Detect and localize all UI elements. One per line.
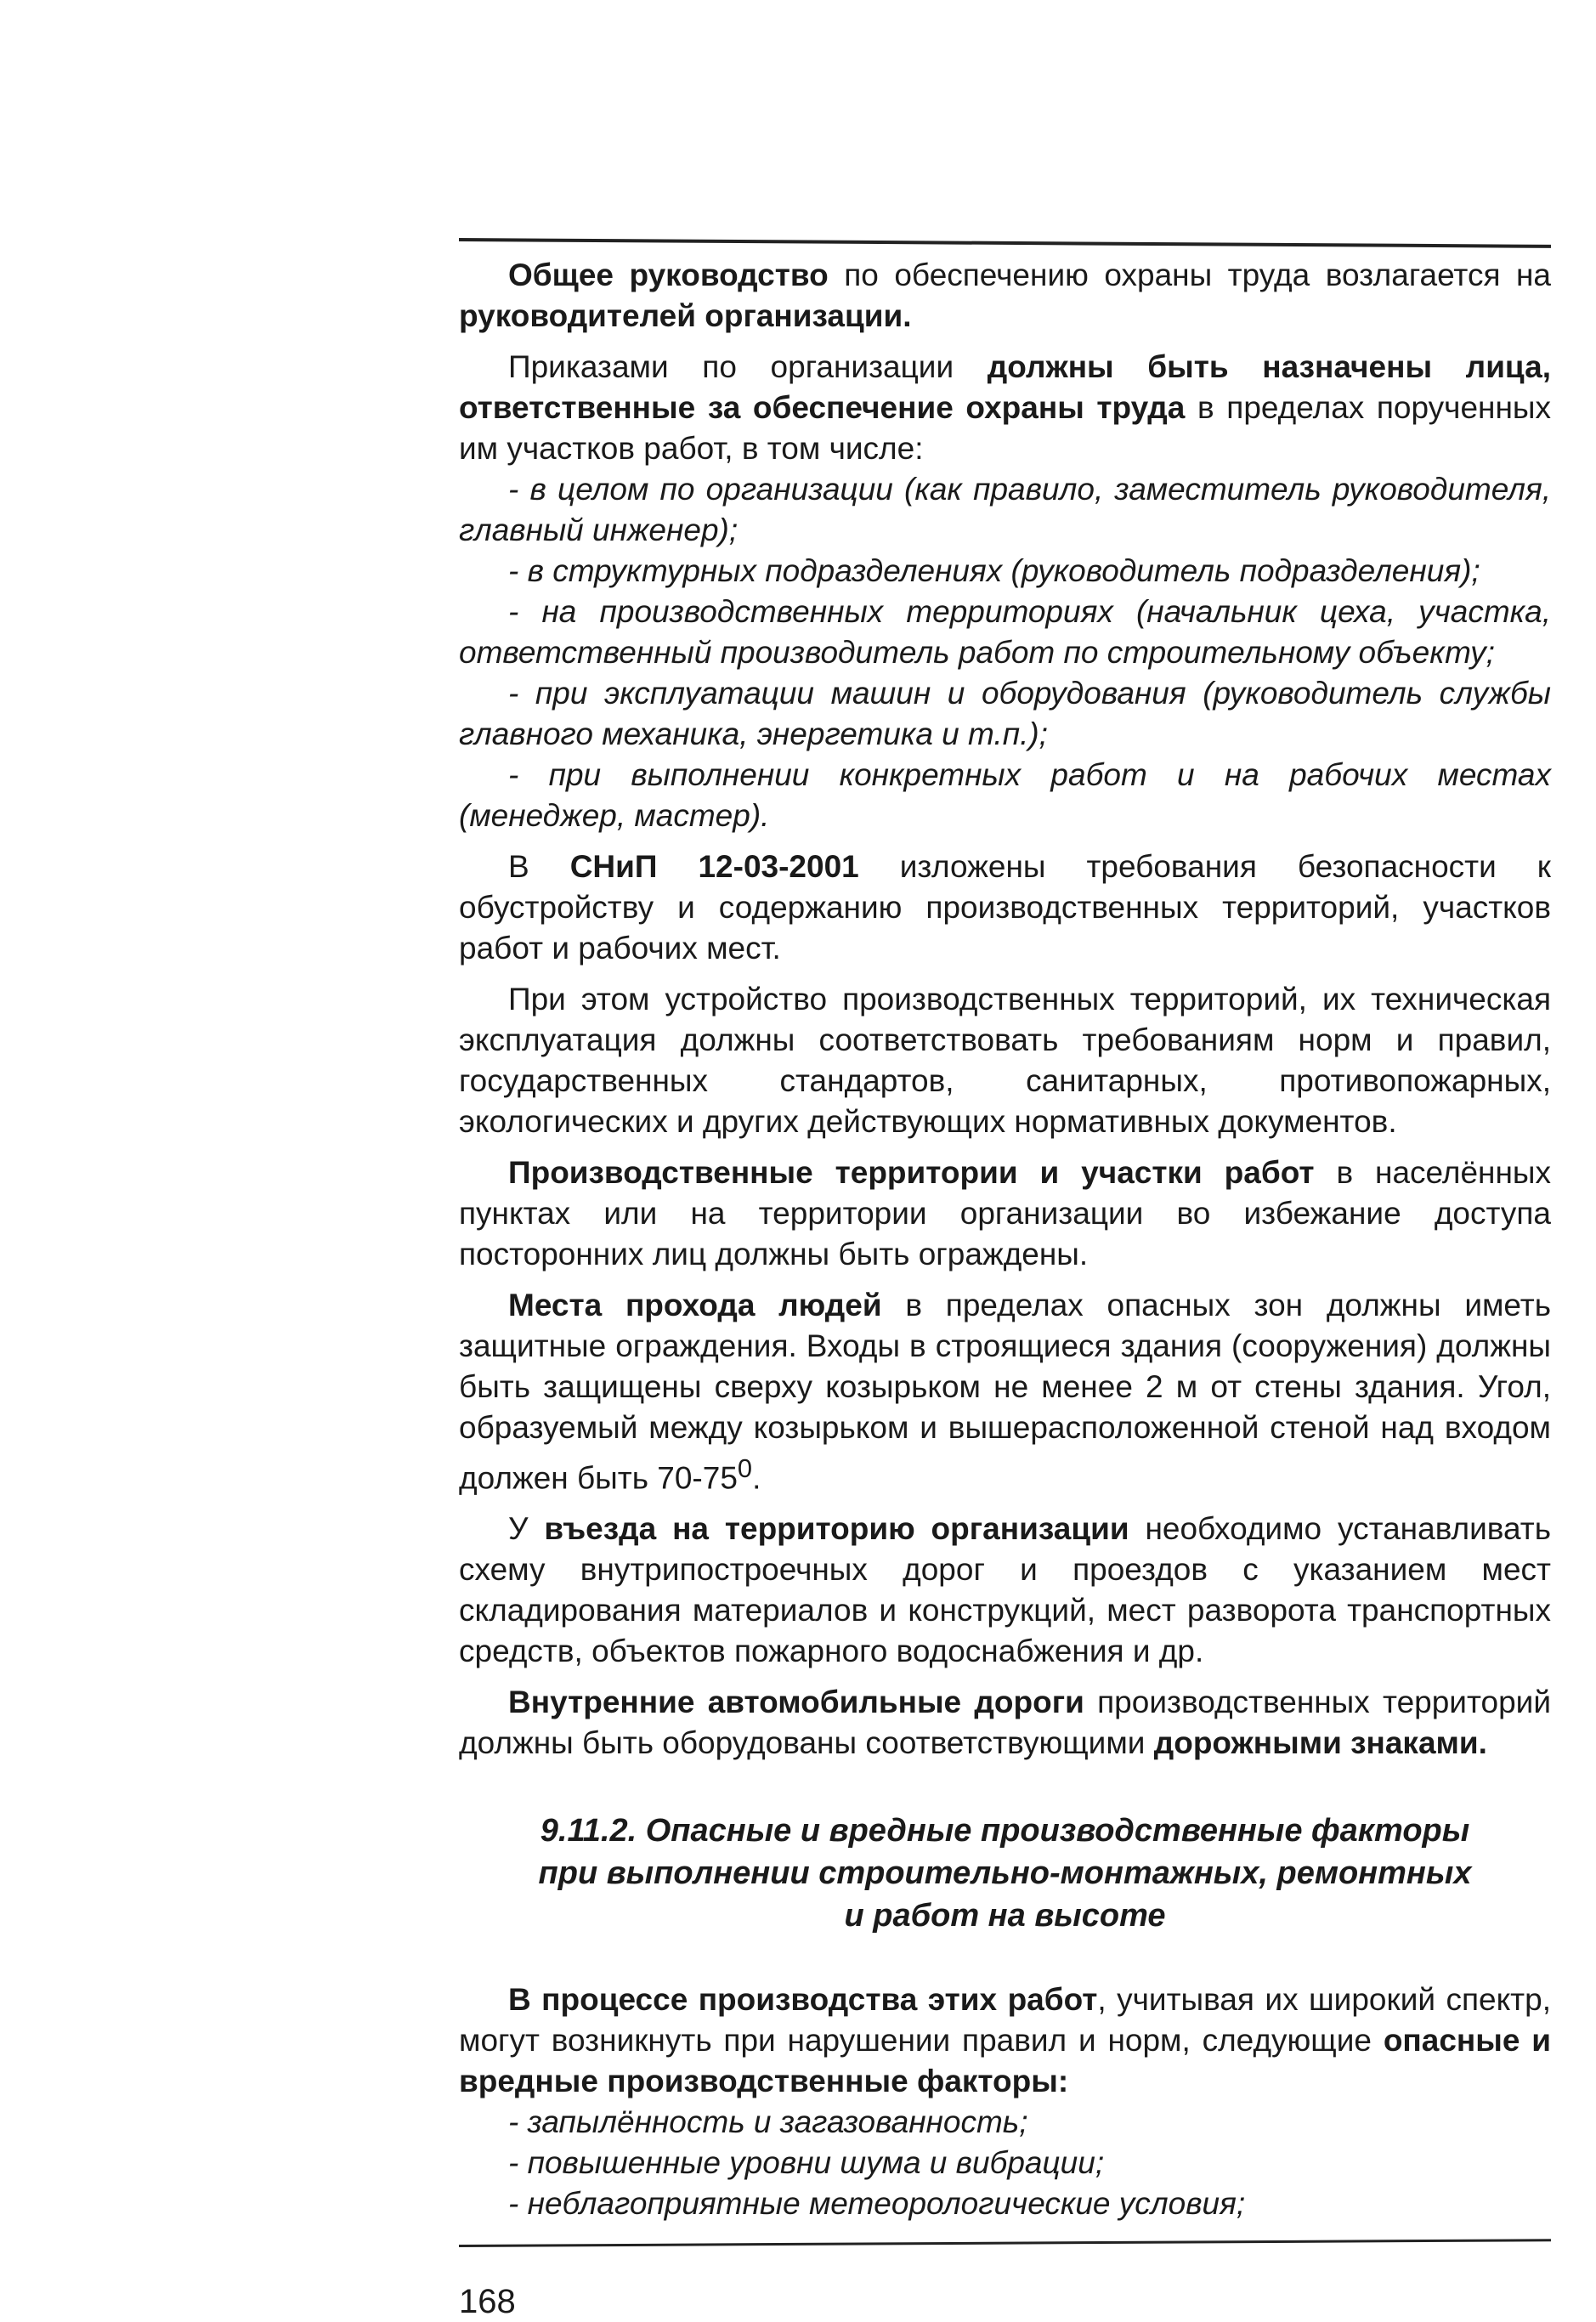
text: производственных территорий должны быть оборудованы соответствующими	[459, 1685, 1551, 1761]
text: в пределах порученных им участков работ, в том числе:	[459, 390, 1551, 466]
bottom-rule	[459, 2240, 1551, 2248]
bold-text: Места прохода людей	[508, 1288, 882, 1322]
text: У	[508, 1511, 545, 1547]
list-item: - повышенные уровни шума и вибрации;	[508, 2145, 1105, 2181]
paragraph-general-management	[459, 255, 1551, 337]
paragraph-snip	[459, 847, 1551, 969]
bold-text: Внутренние автомобильные дороги	[508, 1685, 1084, 1720]
bold-text: Производственные территории и участки работ	[508, 1155, 1315, 1190]
list-item: - при эксплуатации машин и оборудования (руководитель службы главного механика, энергетика и т.п.);	[459, 676, 1551, 751]
paragraph-passages	[459, 1285, 1551, 1498]
top-rule	[459, 238, 1551, 248]
bold-text: въезда на территорию организации	[544, 1511, 1129, 1547]
heading-line: и работ на высоте	[844, 1898, 1166, 1934]
text: Приказами по организации	[508, 349, 988, 384]
bold-text: В процессе производства этих работ	[508, 1982, 1098, 2018]
bold-text: СНиП 12-03-2001	[569, 849, 859, 884]
text: , учитывая их широкий спектр, могут возникнуть при нарушении правил и норм, следующие	[459, 1982, 1551, 2059]
heading-line: при выполнении строительно-монтажных, ремонтных	[538, 1855, 1472, 1892]
paragraph-entrance	[459, 1509, 1551, 1672]
list-item: - при выполнении конкретных работ и на рабочих местах (менеджер, мастер).	[459, 757, 1551, 833]
text: .	[752, 1460, 761, 1496]
paragraph-orders	[459, 347, 1551, 469]
page-number: 168	[459, 2283, 516, 2321]
bold-text: дорожными знаками.	[1153, 1725, 1487, 1761]
paragraph-process	[459, 1979, 1551, 2102]
text: изложены требования безопасности к обустройству и содержанию производственных территорий, участков работ и рабочих мест.	[459, 849, 1551, 966]
list-item: - запылённость и загазованность;	[508, 2104, 1028, 2140]
bold-text: Общее руководство	[508, 258, 829, 292]
list-item: - неблагоприятные метеорологические условия;	[508, 2186, 1246, 2222]
list-item: - на производственных территориях (начальник цеха, участка, ответственный производитель работ по строительному объекту;	[459, 594, 1551, 670]
text: в населённых пунктах или на территории организации во избежание доступа посторонних лиц должны быть ограждены.	[459, 1155, 1552, 1271]
section-heading	[459, 1809, 1551, 1937]
bold-text: руководителей организации.	[459, 298, 912, 333]
text: по обеспечению охраны труда возлагается на	[828, 258, 1551, 292]
text: необходимо устанавливать схему внутрипостроечных дорог и проездов с указанием мест складирования материалов и конструкций, мест разворота транспортных средств, объектов пожарного водоснабжения и др.	[459, 1511, 1551, 1669]
text: В	[508, 849, 570, 884]
list-item: - в целом по организации (как правило, заместитель руководителя, главный инженер);	[459, 472, 1551, 547]
paragraph-territories	[459, 1153, 1551, 1275]
document-page	[459, 238, 1551, 2322]
text: в пределах опасных зон должны иметь защитные ограждения. Входы в строящиеся здания (сооружения) должны быть защищены сверху козырьком не менее 2 м от стены здания. Угол, образуемый между козырьком и вышерасположенной стеной над входом должен быть 70-75	[459, 1288, 1551, 1496]
paragraph-device: При этом устройство производственных территорий, их техническая эксплуатация должны соответствовать требованиям норм и правил, государственных стандартов, санитарных, противопожарных, экологических и других действующих нормативных документов.	[459, 982, 1551, 1139]
list-item: - в структурных подразделениях (руководитель подразделения);	[508, 553, 1480, 588]
paragraph-roads	[459, 1682, 1551, 1764]
superscript: 0	[737, 1453, 753, 1483]
heading-line: 9.11.2. Опасные и вредные производственные факторы	[540, 1813, 1470, 1849]
bold-text: должны быть назначены лица, ответственные за обеспечение охраны труда	[459, 349, 1551, 425]
bold-text: опасные и вредные производственные факторы:	[459, 2023, 1552, 2099]
